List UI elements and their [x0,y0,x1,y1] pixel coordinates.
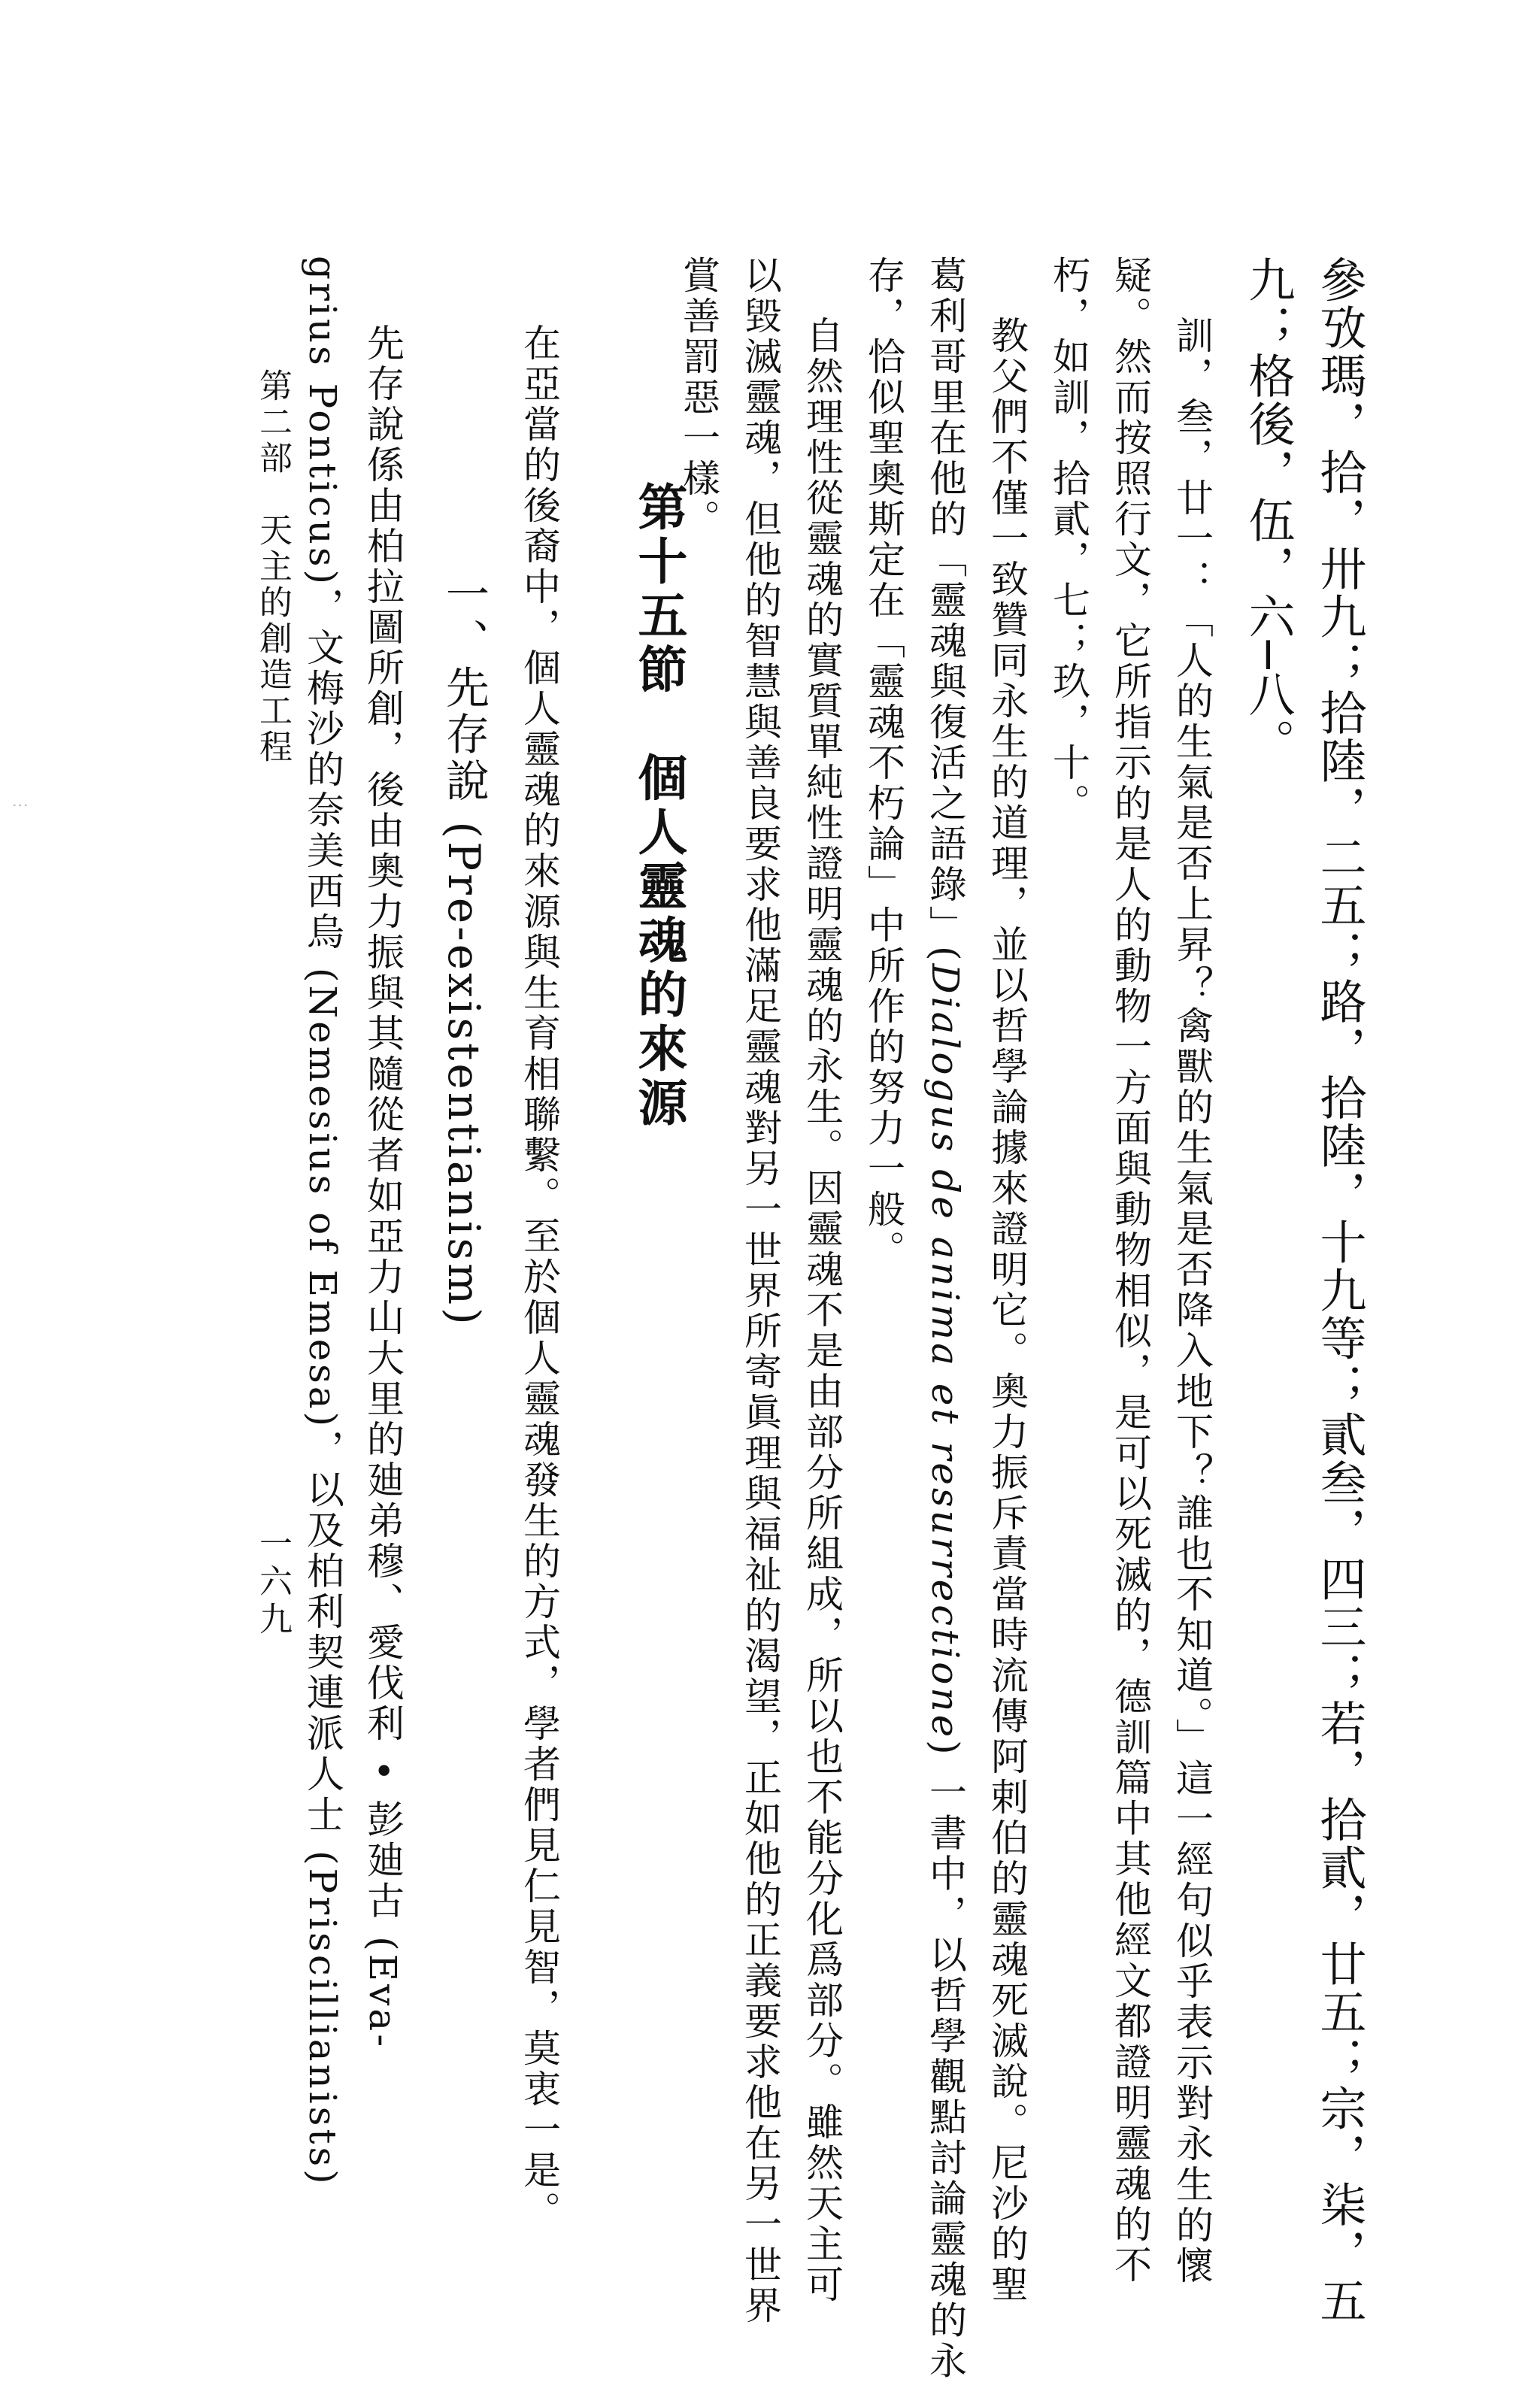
text-segment: 教父們不僅一致贊同永生的道理，並以哲學論據來證明它。奧力振斥責當時流傳阿剌伯的靈魂死滅說。尼沙的聖 [985,316,1029,2305]
latin-title: Dialogus de anima et resurrectione [923,963,967,1741]
text-segment: 在亞當的後裔中，個人靈魂的來源與生育相聯繫。至於個人靈魂發生的方式，學者們見仁見智，莫衷一是。 [517,323,561,2232]
text-column [1241,256,1296,767]
text-segment: 九；格後，伍，六─八。 [1241,256,1296,767]
text-segment: 以毀滅靈魂，但他的智慧與善良要求他滿足靈魂對另一世界所寄眞理與福祉的渴望，正如他的正義要求他在另一世界 [738,256,782,2326]
text-segment: 參攷瑪，拾，卅九；拾陸，二五；路，拾陸，十九等；貳叁，四三；若，拾貳，廿五；宗，柒，五 [1312,256,1367,2325]
text-column [1170,316,1214,2287]
text-segment: 葛利哥里在他的「靈魂與復活之語錄」( [923,256,967,964]
text-segment: ) 一書中，以哲學觀點討論靈魂的永 [923,1740,967,2382]
running-footer [253,368,292,765]
text-column [1108,256,1152,2286]
heading-text: 第十五節 個人靈魂的來源 [629,481,687,1131]
text-column [517,323,561,2232]
text-segment: grius Ponticus)，文梅沙的奈美西烏 (Nemesius of Emesa)，以及柏利契連派人士 (Priscillianists) [301,256,344,2187]
text-column [361,323,405,2050]
text-column [738,256,782,2326]
page-number [253,1526,292,1639]
text-column [985,316,1029,2305]
text-segment: 疑。然而按照行文，它所指示的是人的動物一方面與動物相似，是可以死滅的，德訓篇中其他經文都證明靈魂的不 [1108,256,1152,2286]
text-segment: 訓，叁，廿一：「人的生氣是否上昇？禽獸的生氣是否降入地下？誰也不知道。」這一經句似乎表示對永生的懷 [1170,316,1214,2287]
text-column [1047,256,1090,824]
subsection-heading [438,571,490,1328]
text-segment: 自然理性從靈魂的實質單純性證明靈魂的永生。因靈魂不是由部分所組成，所以也不能分化爲部分。雖然天主可 [800,316,844,2305]
text-column [862,256,905,1271]
text-column [800,316,844,2305]
section-heading [629,481,687,1131]
page-number-text: 一六九 [253,1526,292,1639]
heading-text: 一、先存說 (Pre-existentianism) [438,571,490,1328]
text-segment: 賞善罰惡一樣。 [677,256,720,540]
text-segment: 存，恰似聖奧斯定在「靈魂不朽論」中所作的努力一般。 [862,256,905,1271]
text-column [923,256,967,2382]
text-segment: 先存說係由柏拉圖所創，後由奧力振與其隨從者如亞力山大里的廸弟穆、愛伐利 • 彭廸古 (Eva- [361,323,405,2050]
footer-text: 第二部 天主的創造工程 [253,368,292,765]
text-column [1312,256,1367,2325]
text-column [301,256,344,2187]
scan-edge-mark: ⋮ [11,797,29,814]
text-segment: 朽，如訓，拾貳，七；玖，十。 [1047,256,1090,824]
